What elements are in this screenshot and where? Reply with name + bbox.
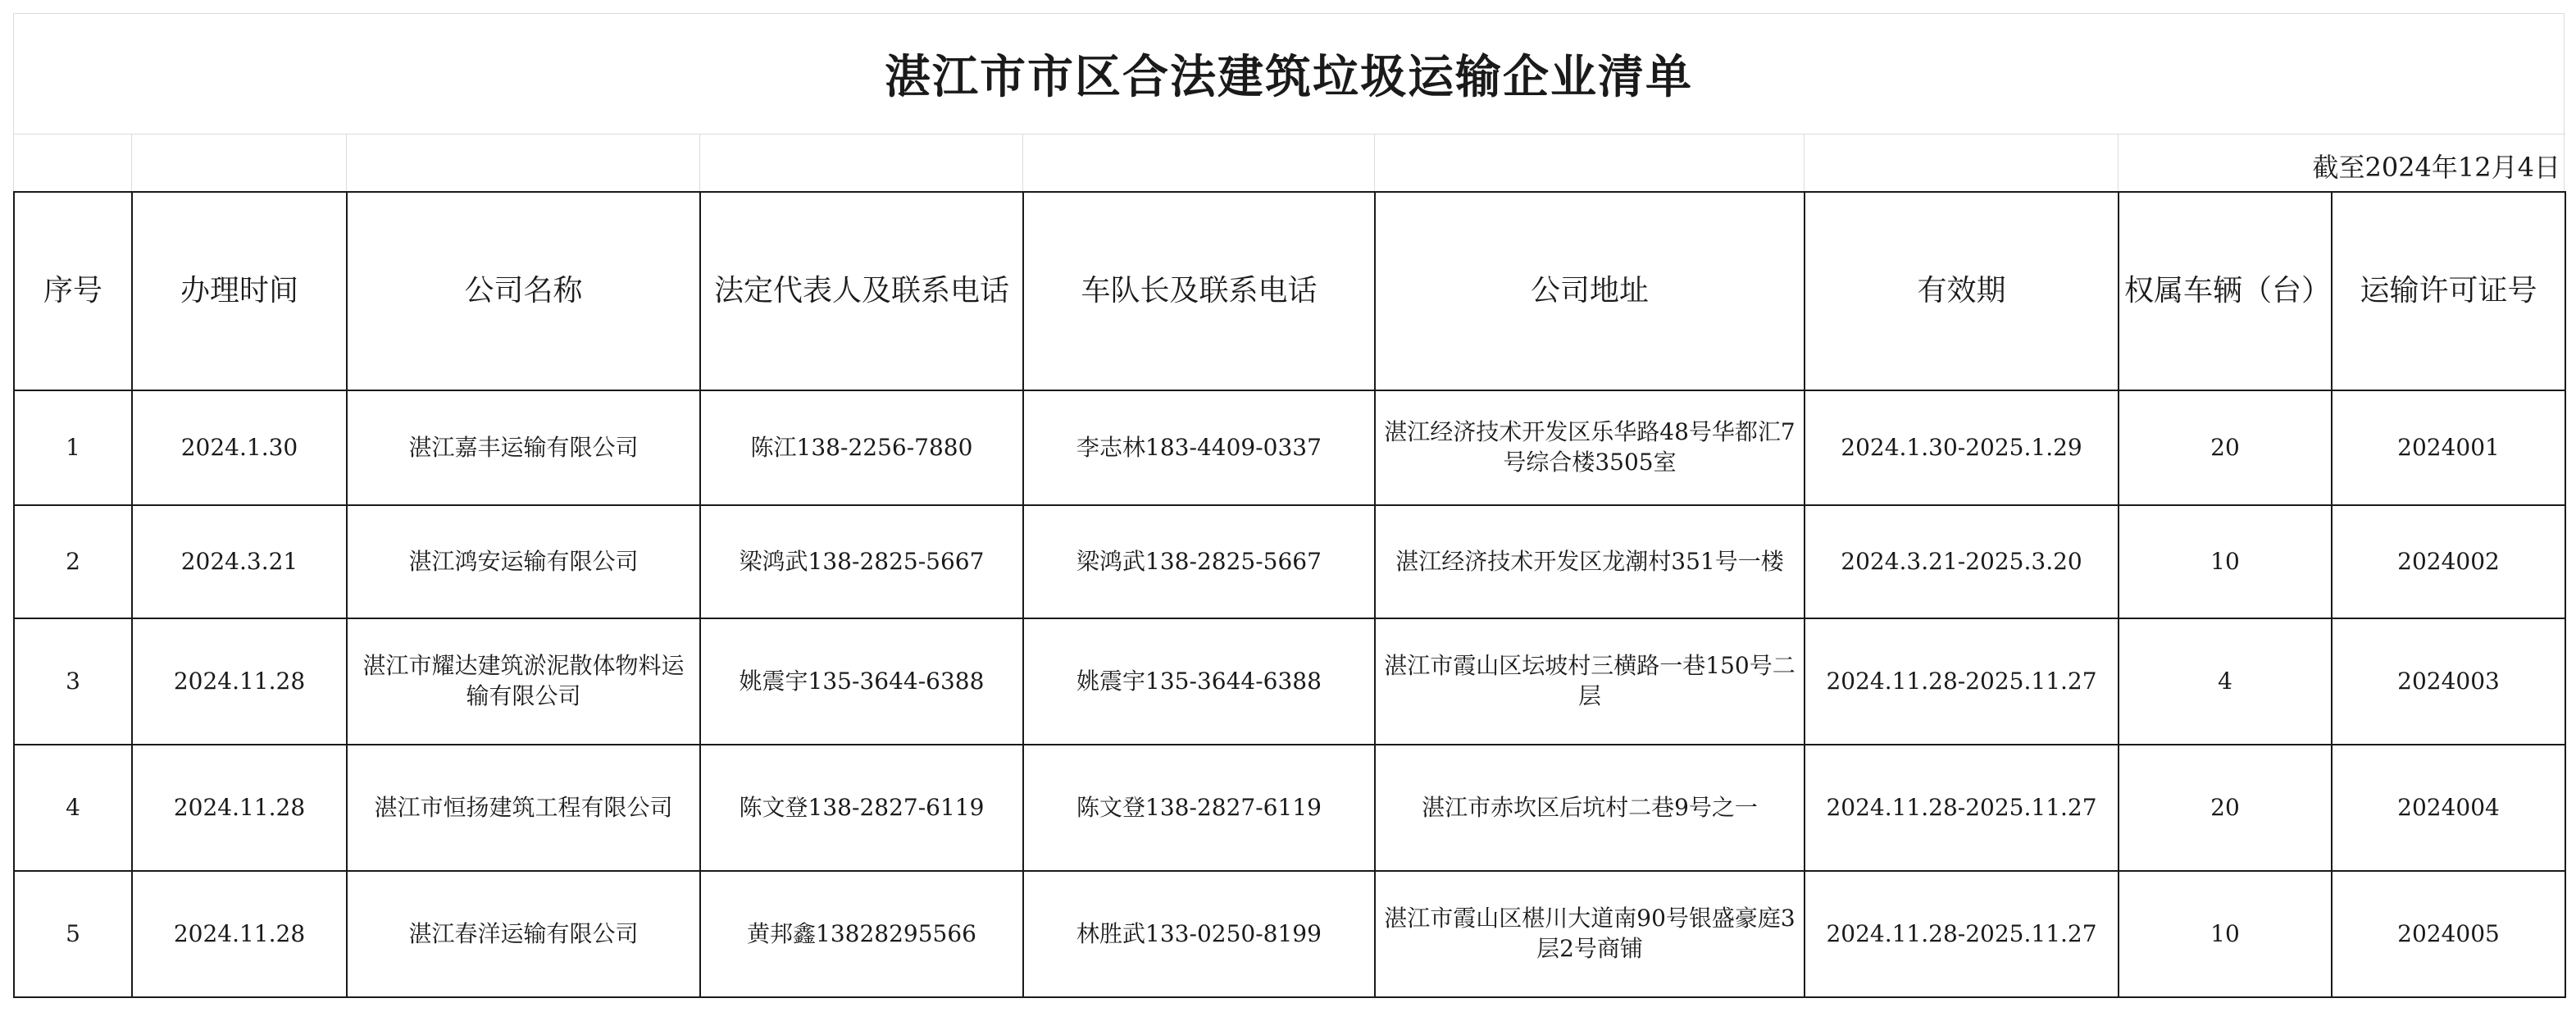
- cell-vehicles: 10: [2119, 871, 2332, 997]
- empty-cell: [700, 134, 1023, 191]
- cell-address: 湛江经济技术开发区乐华路48号华都汇7号综合楼3505室: [1375, 390, 1805, 505]
- page-title: 湛江市市区合法建筑垃圾运输企业清单: [885, 50, 1693, 104]
- cell-vehicles: 10: [2119, 505, 2332, 618]
- cell-legal-rep: 陈文登138-2827-6119: [700, 745, 1023, 871]
- date-row: [13, 134, 2565, 191]
- cell-address: 湛江市霞山区椹川大道南90号银盛豪庭3层2号商铺: [1375, 871, 1805, 997]
- cell-vehicles: 4: [2119, 618, 2332, 745]
- cell-fleet-leader: 李志林183-4409-0337: [1023, 390, 1375, 505]
- cell-legal-rep: 黄邦鑫13828295566: [700, 871, 1023, 997]
- cell-address: 湛江市赤坎区后坑村二巷9号之一: [1375, 745, 1805, 871]
- header-address: 公司地址: [1375, 192, 1805, 390]
- cell-validity: 2024.11.28-2025.11.27: [1805, 618, 2119, 745]
- table-row: [14, 871, 2565, 997]
- cell-date: 2024.11.28: [132, 618, 347, 745]
- empty-cell: [14, 134, 132, 191]
- document-sheet: [13, 13, 2565, 998]
- cell-index: 4: [14, 745, 132, 871]
- header-vehicles: 权属车辆（台）: [2119, 192, 2332, 390]
- cell-date: 2024.11.28: [132, 871, 347, 997]
- cell-validity: 2024.1.30-2025.1.29: [1805, 390, 2119, 505]
- table-row: [14, 618, 2565, 745]
- header-permit: 运输许可证号: [2332, 192, 2565, 390]
- as-of-date: 截至2024年12月4日: [2119, 134, 2565, 191]
- cell-fleet-leader: 陈文登138-2827-6119: [1023, 745, 1375, 871]
- cell-permit: 2024003: [2332, 618, 2565, 745]
- cell-date: 2024.11.28: [132, 745, 347, 871]
- cell-fleet-leader: 梁鸿武138-2825-5667: [1023, 505, 1375, 618]
- cell-date: 2024.1.30: [132, 390, 347, 505]
- table-header-row: [14, 192, 2565, 390]
- cell-validity: 2024.11.28-2025.11.27: [1805, 745, 2119, 871]
- cell-vehicles: 20: [2119, 390, 2332, 505]
- cell-vehicles: 20: [2119, 745, 2332, 871]
- cell-company: 湛江春洋运输有限公司: [347, 871, 700, 997]
- table-row: [14, 505, 2565, 618]
- header-legal-rep: 法定代表人及联系电话: [700, 192, 1023, 390]
- cell-validity: 2024.3.21-2025.3.20: [1805, 505, 2119, 618]
- empty-cell: [1805, 134, 2119, 191]
- cell-date: 2024.3.21: [132, 505, 347, 618]
- company-table: [13, 191, 2566, 998]
- header-index: 序号: [14, 192, 132, 390]
- cell-company: 湛江鸿安运输有限公司: [347, 505, 700, 618]
- empty-cell: [1375, 134, 1805, 191]
- title-row: [13, 13, 2565, 134]
- cell-index: 3: [14, 618, 132, 745]
- header-company: 公司名称: [347, 192, 700, 390]
- cell-permit: 2024002: [2332, 505, 2565, 618]
- cell-company: 湛江市耀达建筑淤泥散体物料运输有限公司: [347, 618, 700, 745]
- cell-company: 湛江嘉丰运输有限公司: [347, 390, 700, 505]
- table-row: [14, 745, 2565, 871]
- empty-cell: [347, 134, 700, 191]
- cell-address: 湛江市霞山区坛坡村三横路一巷150号二层: [1375, 618, 1805, 745]
- header-fleet-leader: 车队长及联系电话: [1023, 192, 1375, 390]
- cell-legal-rep: 陈江138-2256-7880: [700, 390, 1023, 505]
- table-row: [14, 390, 2565, 505]
- cell-validity: 2024.11.28-2025.11.27: [1805, 871, 2119, 997]
- cell-index: 2: [14, 505, 132, 618]
- empty-cell: [1023, 134, 1375, 191]
- empty-cell: [132, 134, 347, 191]
- cell-permit: 2024001: [2332, 390, 2565, 505]
- cell-index: 1: [14, 390, 132, 505]
- cell-fleet-leader: 林胜武133-0250-8199: [1023, 871, 1375, 997]
- header-date: 办理时间: [132, 192, 347, 390]
- cell-permit: 2024004: [2332, 745, 2565, 871]
- cell-legal-rep: 梁鸿武138-2825-5667: [700, 505, 1023, 618]
- cell-fleet-leader: 姚震宇135-3644-6388: [1023, 618, 1375, 745]
- cell-legal-rep: 姚震宇135-3644-6388: [700, 618, 1023, 745]
- cell-permit: 2024005: [2332, 871, 2565, 997]
- header-validity: 有效期: [1805, 192, 2119, 390]
- cell-company: 湛江市恒扬建筑工程有限公司: [347, 745, 700, 871]
- cell-index: 5: [14, 871, 132, 997]
- cell-address: 湛江经济技术开发区龙潮村351号一楼: [1375, 505, 1805, 618]
